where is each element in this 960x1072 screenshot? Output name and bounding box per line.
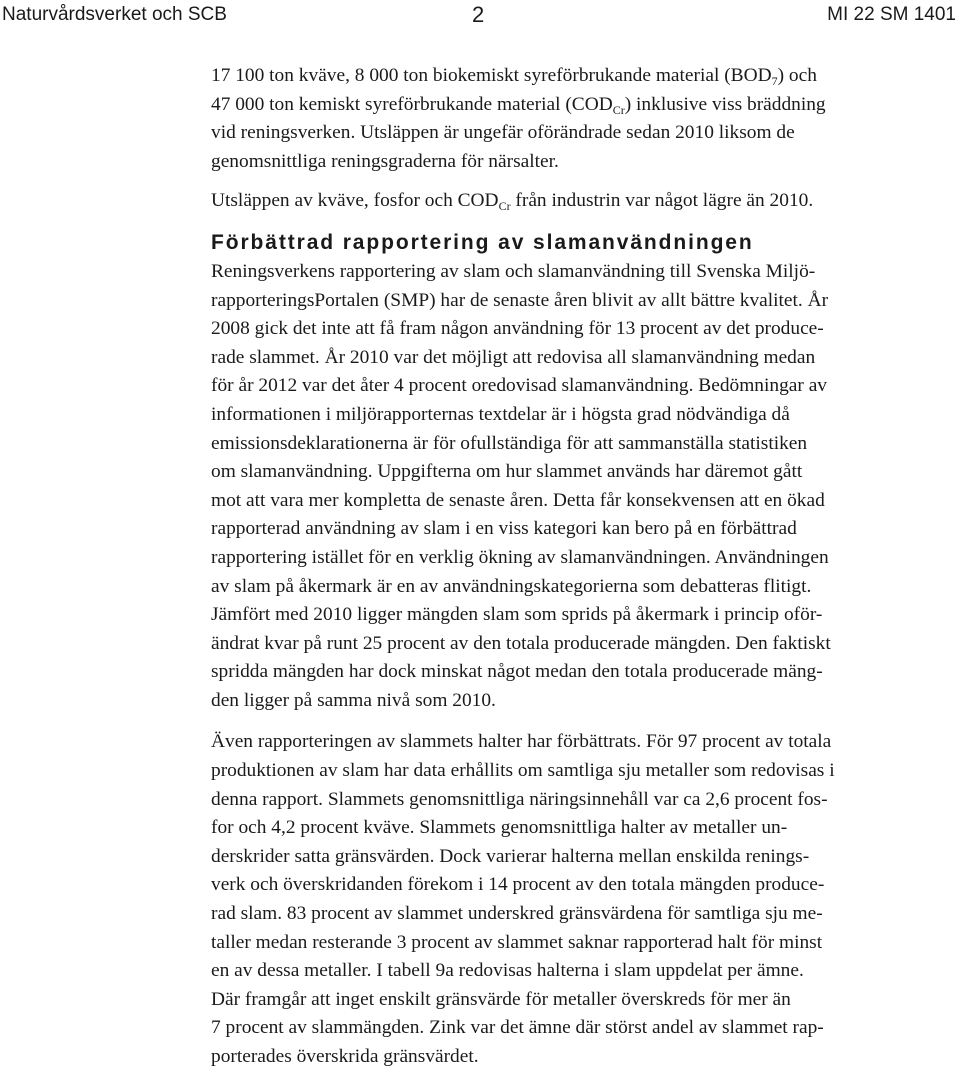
text-line: taller medan resterande 3 procent av slammet saknar rapporterad halt för minst bbox=[211, 931, 823, 953]
text-line: porterades överskrida gränsvärdet. bbox=[211, 1046, 479, 1067]
text-line: rad slam. 83 procent av slammet underskred gränsvärdena för samtliga sju me- bbox=[211, 903, 823, 925]
section-heading: Förbättrad rapportering av slamanvändningen bbox=[211, 230, 754, 254]
text-line: verk och överskridanden förekom i 14 procent av den totala mängden produce- bbox=[211, 874, 825, 896]
text-line: derskrider satta gränsvärden. Dock varierar halterna mellan enskilda renings- bbox=[211, 845, 810, 867]
text-line: Jämfört med 2010 ligger mängden slam som sprids på åkermark i princip oför- bbox=[211, 604, 823, 626]
text-line: rapporteringsPortalen (SMP) har de senaste åren blivit av allt bättre kvalitet. År bbox=[211, 289, 829, 311]
text-line: rapporterad användning av slam i en viss kategori kan bero på en förbättrad bbox=[211, 518, 797, 540]
page-number: 2 bbox=[472, 2, 485, 27]
intro-paragraph bbox=[211, 62, 959, 176]
text-line: emissionsdeklarationerna är för ofullständiga för att sammanställa statistiken bbox=[211, 432, 808, 454]
text-line: ändrat kvar på runt 25 procent av den totala producerade mängden. Den faktiskt bbox=[211, 632, 831, 654]
sludge-paragraph bbox=[211, 258, 959, 716]
metals-paragraph bbox=[211, 728, 959, 1071]
text-line: för år 2012 var det åter 4 procent oredovisad slamanvändning. Bedömningar av bbox=[211, 375, 827, 397]
text-line: 2008 gick det inte att få fram någon användning för 13 procent av det produce- bbox=[211, 318, 824, 340]
industry-paragraph bbox=[211, 187, 959, 216]
text-line: 17 100 ton kväve, 8 000 ton biokemiskt syreförbrukande material $(BOD_7)$ och bbox=[211, 65, 817, 88]
document-body bbox=[211, 62, 959, 1072]
page-header bbox=[0, 4, 960, 30]
text-line: om slamanvändning. Uppgifterna om hur slammet används har däremot gått bbox=[211, 461, 803, 483]
text-line: denna rapport. Slammets genomsnittliga näringsinnehåll var ca 2,6 procent fos- bbox=[211, 788, 828, 810]
text-line: den ligger på samma nivå som 2010. bbox=[211, 689, 496, 711]
header-publisher: Naturvårdsverket och SCB bbox=[2, 4, 227, 25]
text-line: 7 procent av slammängden. Zink var det ämne där störst andel av slammet rap- bbox=[211, 1017, 824, 1039]
text-line: en av dessa metaller. I tabell 9a redovisas halterna i slam uppdelat per ämne. bbox=[211, 960, 804, 982]
text-line: rade slammet. År 2010 var det möjligt att redovisa all slamanvändning medan bbox=[211, 346, 816, 368]
text-line: produktionen av slam har data erhållits om samtliga sju metaller som redovisas i bbox=[211, 760, 835, 782]
text-line: av slam på åkermark är en av användningskategorierna som debatteras flitigt. bbox=[211, 575, 812, 597]
text-line: rapportering istället för en verklig ökning av slamanvändningen. Användningen bbox=[211, 546, 829, 568]
text-line: informationen i miljörapporternas textdelar är i högsta grad nödvändiga då bbox=[211, 403, 790, 425]
text-line: genomsnittliga reningsgraderna för närsalter. bbox=[211, 150, 559, 172]
text-line: mot att vara mer kompletta de senaste åren. Detta får konsekvensen att en ökad bbox=[211, 489, 825, 511]
text-line: Även rapporteringen av slammets halter har förbättrats. För 97 procent av totala bbox=[211, 731, 832, 753]
header-report-id: MI 22 SM 1401 bbox=[827, 4, 956, 25]
text-line: 47 000 ton kemiskt syreförbrukande material $(COD_{Cr})$ inklusive viss bräddning bbox=[211, 93, 826, 117]
text-line: Reningsverkens rapportering av slam och slamanvändning till Svenska Miljö- bbox=[211, 260, 816, 282]
text-line: Utsläppen av kväve, fosfor och $COD_{Cr}$ från industrin var något lägre än 2010. bbox=[211, 190, 814, 214]
text-line: vid reningsverken. Utsläppen är ungefär oförändrade sedan 2010 liksom de bbox=[211, 122, 795, 144]
text-line: Där framgår att inget enskilt gränsvärde för metaller överskreds för mer än bbox=[211, 988, 791, 1010]
text-line: spridda mängden har dock minskat något medan den totala producerade mäng- bbox=[211, 661, 823, 683]
text-line: for och 4,2 procent kväve. Slammets genomsnittliga halter av metaller un- bbox=[211, 817, 788, 839]
